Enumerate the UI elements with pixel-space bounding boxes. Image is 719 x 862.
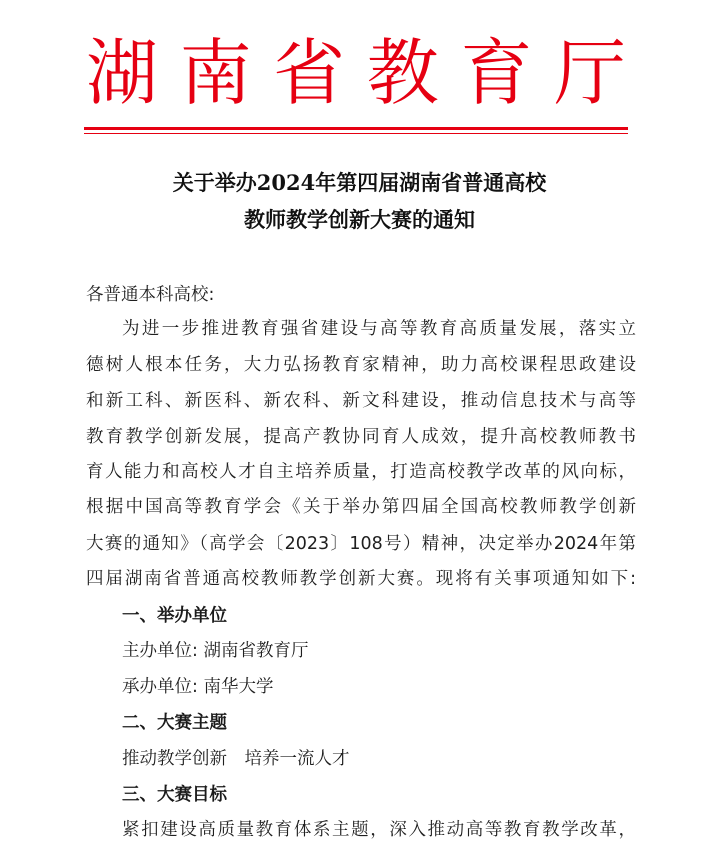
section-line: 推动教学创新 培养一流人才 bbox=[122, 749, 350, 769]
section-line: 紧扣建设高质量教育体系主题，深入推动高等教育教学改革， bbox=[122, 820, 636, 840]
intro-line: 大赛的通知》（高学会〔2023〕108号）精神，决定举办2024年第 bbox=[86, 534, 636, 554]
masthead-char: 教 bbox=[366, 31, 439, 115]
intro-line: 德树人根本任务，大力弘扬教育家精神，助力高校课程思政建设 bbox=[86, 355, 636, 375]
red-rule-thick bbox=[84, 127, 628, 130]
section-line: 主办单位: 湖南省教育厅 bbox=[122, 641, 309, 661]
masthead bbox=[84, 30, 628, 116]
red-rule-thin bbox=[84, 133, 628, 134]
section-heading: 二、大赛主题 bbox=[122, 713, 227, 733]
masthead-char: 南 bbox=[179, 31, 252, 115]
intro-line: 教育教学创新发展，提高产教协同育人成效，提升高校教师教书 bbox=[86, 427, 636, 447]
intro-line: 四届湖南省普通高校教师教学创新大赛。现将有关事项通知如下: bbox=[86, 569, 636, 589]
intro-line: 和新工科、新医科、新农科、新文科建设，推动信息技术与高等 bbox=[86, 391, 636, 411]
section-line: 承办单位: 南华大学 bbox=[122, 677, 274, 697]
document-title-line-2: 教师教学创新大赛的通知 bbox=[244, 207, 475, 232]
document-title-line-1: 关于举办2024年第四届湖南省普通高校 bbox=[172, 170, 547, 195]
masthead-char: 湖 bbox=[85, 31, 158, 115]
salutation: 各普通本科高校: bbox=[86, 285, 215, 305]
section-heading: 一、举办单位 bbox=[122, 606, 227, 626]
masthead-char: 厅 bbox=[553, 31, 626, 115]
masthead-char: 育 bbox=[460, 31, 533, 115]
section-heading: 三、大赛目标 bbox=[122, 785, 227, 805]
intro-line: 育人能力和高校人才自主培养质量，打造高校教学改革的风向标， bbox=[86, 462, 636, 482]
intro-line: 根据中国高等教育学会《关于举办第四届全国高校教师教学创新 bbox=[86, 497, 636, 517]
intro-line: 为进一步推进教育强省建设与高等教育高质量发展，落实立 bbox=[122, 319, 636, 339]
masthead-char: 省 bbox=[273, 31, 346, 115]
